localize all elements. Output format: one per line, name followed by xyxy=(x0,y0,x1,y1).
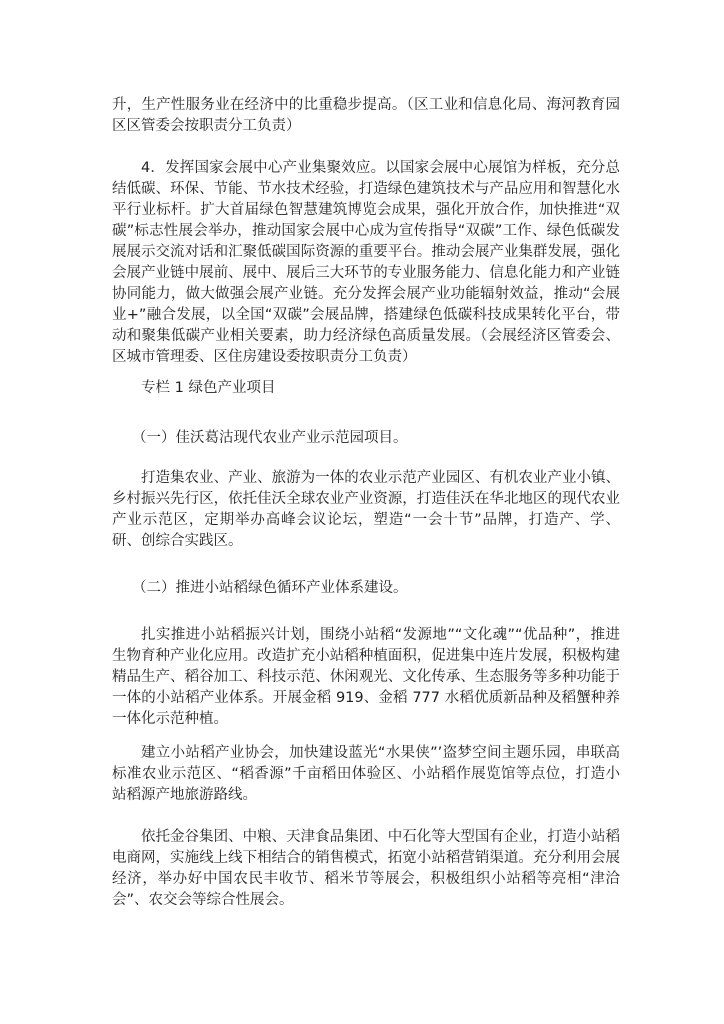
subheading-project-2: （二）推进小站稻绿色循环产业体系建设。 xyxy=(132,580,408,596)
subheading-project-1: （一）佳沃葛沽现代农业产业示范园项目。 xyxy=(132,430,408,446)
column-heading: 专栏 1 绿色产业项目 xyxy=(141,380,276,396)
paragraph-project-2: 扎实推进小站稻振兴计划，围绕小站稻“发源地”“文化魂”“优品种”，推进生物育种产业化应用。改造扩充小站稻种植面积，促进集中连片发展，积极构建精品生产、稻谷加工、科技示范、休闲观光、文化传承、生态服务等多种功能于一体的小站稻产业体系。开展金稻 919、金稻 777 水稻优质新品种及稻蟹种养一体化示范种植。 xyxy=(112,627,620,727)
paragraph-project-2-association: 建立小站稻产业协会，加快建设蓝光“水果侠”’盗梦空间主题乐园，串联高标准农业示范区、“稻香源”千亩稻田体验区、小站稻作展览馆等点位，打造小站稻源产地旅游路线。 xyxy=(112,745,620,803)
paragraph-project-2-ecommerce: 依托金谷集团、中粮、天津食品集团、中石化等大型国有企业，打造小站稻电商网，实施线上线下相结合的销售模式，拓宽小站稻营销渠道。充分利用会展经济，举办好中国农民丰收节、稻米节等展会，积极组织小站稻等亮相“津洽会”、农交会等综合性展会。 xyxy=(112,829,620,908)
paragraph-continuation: 升，生产性服务业在经济中的比重稳步提高。（区工业和信息化局、海河教育园区区管委会按职责分工负责） xyxy=(112,97,620,134)
paragraph-project-1: 打造集农业、产业、旅游为一体的农业示范产业园区、有机农业产业小镇、乡村振兴先行区，依托佳沃全球农业产业资源，打造佳沃在华北地区的现代农业产业示范区，定期举办高峰会议论坛，塑造“一会十节”品牌，打造产、学、研、创综合实践区。 xyxy=(112,470,620,549)
paragraph-item-4: 4．发挥国家会展中心产业集聚效应。以国家会展中心展馆为样板，充分总结低碳、环保、节能、节水技术经验，打造绿色建筑技术与产品应用和智慧化水平行业标杆。扩大首届绿色智慧建筑博览会成果，强化开放合作，加快推进“双碳”标志性展会举办，推动国家会展中心成为宣传指导“双碳”工作、绿色低碳发展展示交流对话和汇聚低碳国际资源的重要平台。推动会展产业集群发展，强化会展产业链中展前、展中、展后三大环节的专业服务能力、信息化能力和产业链协同能力，做大做强会展产业链。充分发挥会展产业功能辐射效益，推动“会展业+”融合发展，以全国“双碳”会展品牌，搭建绿色低碳科技成果转化平台，带动和聚集低碳产业相关要素，助力经济绿色高质量发展。（会展经济区管委会、区城市管理委、区住房建设委按职责分工负责） xyxy=(112,160,620,365)
